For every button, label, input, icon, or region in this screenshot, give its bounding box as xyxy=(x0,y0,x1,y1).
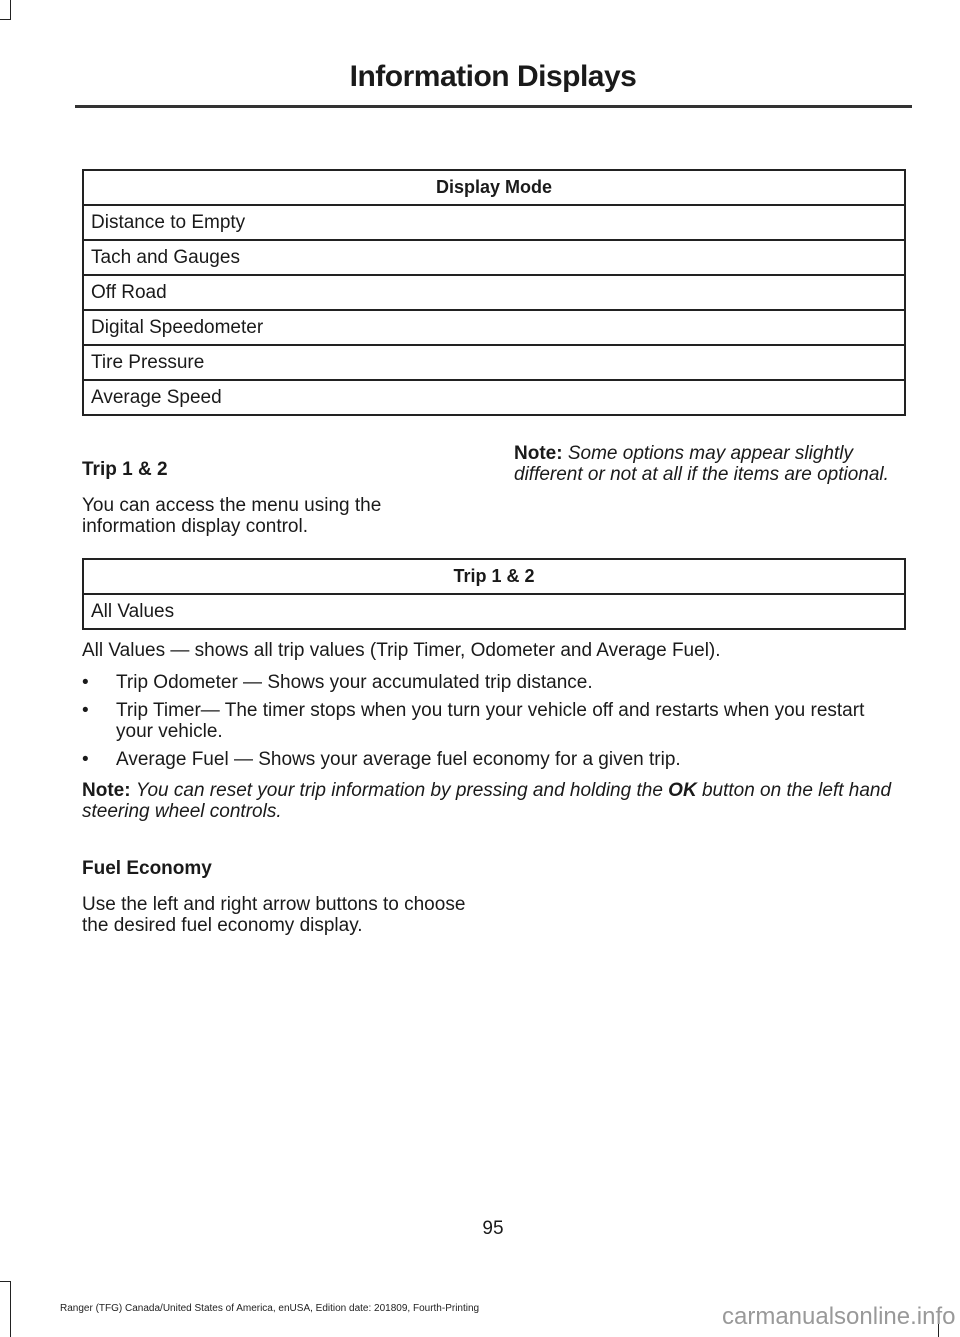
trip-body: You can access the menu using the information display control. xyxy=(82,495,382,537)
table-row: Off Road xyxy=(83,275,905,310)
crop-mark xyxy=(0,1281,11,1282)
note-text: You can reset your trip information by pressing and holding the xyxy=(135,780,663,801)
fuel-body: Use the left and right arrow buttons to choose the desired fuel economy display. xyxy=(82,894,466,936)
reset-note xyxy=(82,780,908,822)
note-label: Note: xyxy=(514,443,563,464)
table-row: Average Speed xyxy=(83,380,905,415)
note-text: button on the left hand steering wheel controls. xyxy=(82,780,892,822)
watermark: carmanualsonline.info xyxy=(722,1303,956,1330)
display-mode-table xyxy=(82,169,906,416)
trip-table xyxy=(82,558,906,630)
table-row: Tire Pressure xyxy=(83,345,905,380)
crop-mark xyxy=(10,1281,11,1337)
header-rule xyxy=(75,105,912,108)
table-row: All Values xyxy=(83,594,905,629)
crop-mark xyxy=(10,0,11,20)
page-title: Information Displays xyxy=(349,60,637,93)
bullet-list xyxy=(82,672,892,777)
list-item: • Trip Odometer — Shows your accumulated trip distance. xyxy=(82,672,892,693)
note-text: Some options may appear slightly different or not at all if the items are optional. xyxy=(514,443,889,485)
all-values-text: All Values — shows all trip values (Trip Timer, Odometer and Average Fuel). xyxy=(82,640,721,661)
list-item: • Average Fuel — Shows your average fuel economy for a given trip. xyxy=(82,749,892,770)
table-header: Trip 1 & 2 xyxy=(83,559,905,594)
table-header: Display Mode xyxy=(83,170,905,205)
crop-mark xyxy=(0,19,11,20)
section-heading-trip: Trip 1 & 2 xyxy=(82,459,168,480)
table-row: Distance to Empty xyxy=(83,205,905,240)
page-number: 95 xyxy=(482,1218,504,1239)
table-row: Tach and Gauges xyxy=(83,240,905,275)
trip-note xyxy=(514,443,904,485)
edition-footer: Ranger (TFG) Canada/United States of America, enUSA, Edition date: 201809, Fourth-Printing xyxy=(60,1303,480,1314)
table-row: Digital Speedometer xyxy=(83,310,905,345)
section-heading-fuel: Fuel Economy xyxy=(82,858,212,879)
ok-button-ref: OK xyxy=(668,780,697,801)
list-item: • Trip Timer— The timer stops when you turn your vehicle off and restarts when you restart your vehicle. xyxy=(82,700,892,742)
note-label: Note: xyxy=(82,780,131,801)
